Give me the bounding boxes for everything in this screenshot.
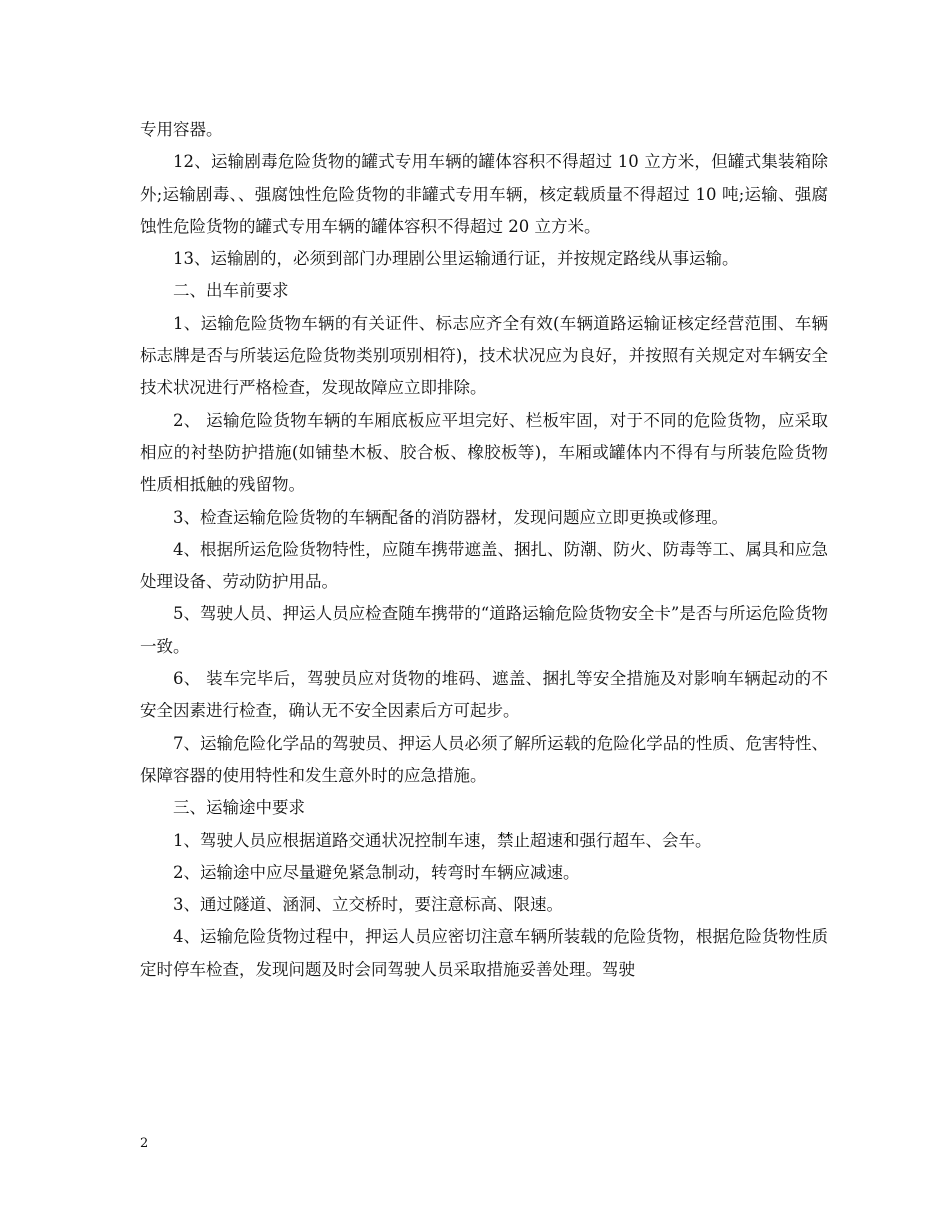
paragraph-section2-item-2: 2、 运输危险货物车辆的车厢底板应平坦完好、栏板牢固，对于不同的危险货物，应采取相应的衬垫防护措施(如铺垫木板、胶合板、橡胶板等)，车厢或罐体内不得有与所装危险货物性质相抵触的残留物。 [140,410,828,495]
paragraph-section2-item-3: 3、检查运输危险货物的车辆配备的消防器材，发现问题应立即更换或修理。 [173,507,728,527]
paragraph-section2-item-1: 1、运输危险货物车辆的有关证件、标志应齐全有效(车辆道路运输证核定经营范围、车辆标志牌是否与所装运危险货物类别项别相符)，技术状况应为良好，并按照有关规定对车辆安全技术状况进行严格检查，发现故障应立即排除。 [140,313,828,398]
paragraph-section2-item-6: 6、 装车完毕后，驾驶员应对货物的堆码、遮盖、捆扎等安全措施及对影响车辆起动的不安全因素进行检查，确认无不安全因素后方可起步。 [140,669,828,721]
paragraph-section3-item-4: 4、运输危险货物过程中，押运人员应密切注意车辆所装载的危险货物，根据危险货物性质定时停车检查，发现问题及时会同驾驶人员采取措施妥善处理。驾驶 [140,927,828,979]
paragraph-section2-item-7: 7、运输危险化学品的驾驶员、押运人员必须了解所运载的危险化学品的性质、危害特性、保障容器的使用特性和发生意外时的应急措施。 [140,733,828,785]
paragraph-section3-item-2: 2、运输途中应尽量避免紧急制动，转弯时车辆应减速。 [173,862,580,882]
paragraph-item-12: 12、运输剧毒危险货物的罐式专用车辆的罐体容积不得超过 10 立方米，但罐式集装箱除外;运输剧毒、、强腐蚀性危险货物的非罐式专用车辆，核定载质量不得超过 10 吨;运输、强腐蚀性危险货物的罐式专用车辆的罐体容积不得超过 20 立方米。 [140,152,828,236]
paragraph-section2-item-5: 5、驾驶人员、押运人员应检查随车携带的“道路运输危险货物安全卡”是否与所运危险货物一致。 [140,604,828,656]
paragraph-section3-item-1: 1、驾驶人员应根据道路交通状况控制车速，禁止超速和强行超车、会车。 [173,830,712,850]
section-heading-3: 三、运输途中要求 [173,798,305,818]
paragraph-section3-item-3: 3、通过隧道、涵洞、立交桥时，要注意标高、限速。 [173,895,563,915]
page-number: 2 [140,1136,149,1151]
document-body [140,114,828,986]
paragraph-item-13: 13、运输剧的，必须到部门办理剧公里运输通行证，并按规定路线从事运输。 [173,249,739,269]
section-heading-2: 二、出车前要求 [173,281,289,301]
paragraph-section2-item-4: 4、根据所运危险货物特性，应随车携带遮盖、捆扎、防潮、防火、防毒等工、属具和应急处理设备、劳动防护用品。 [140,539,828,592]
paragraph-continuation: 专用容器。 [140,120,223,139]
